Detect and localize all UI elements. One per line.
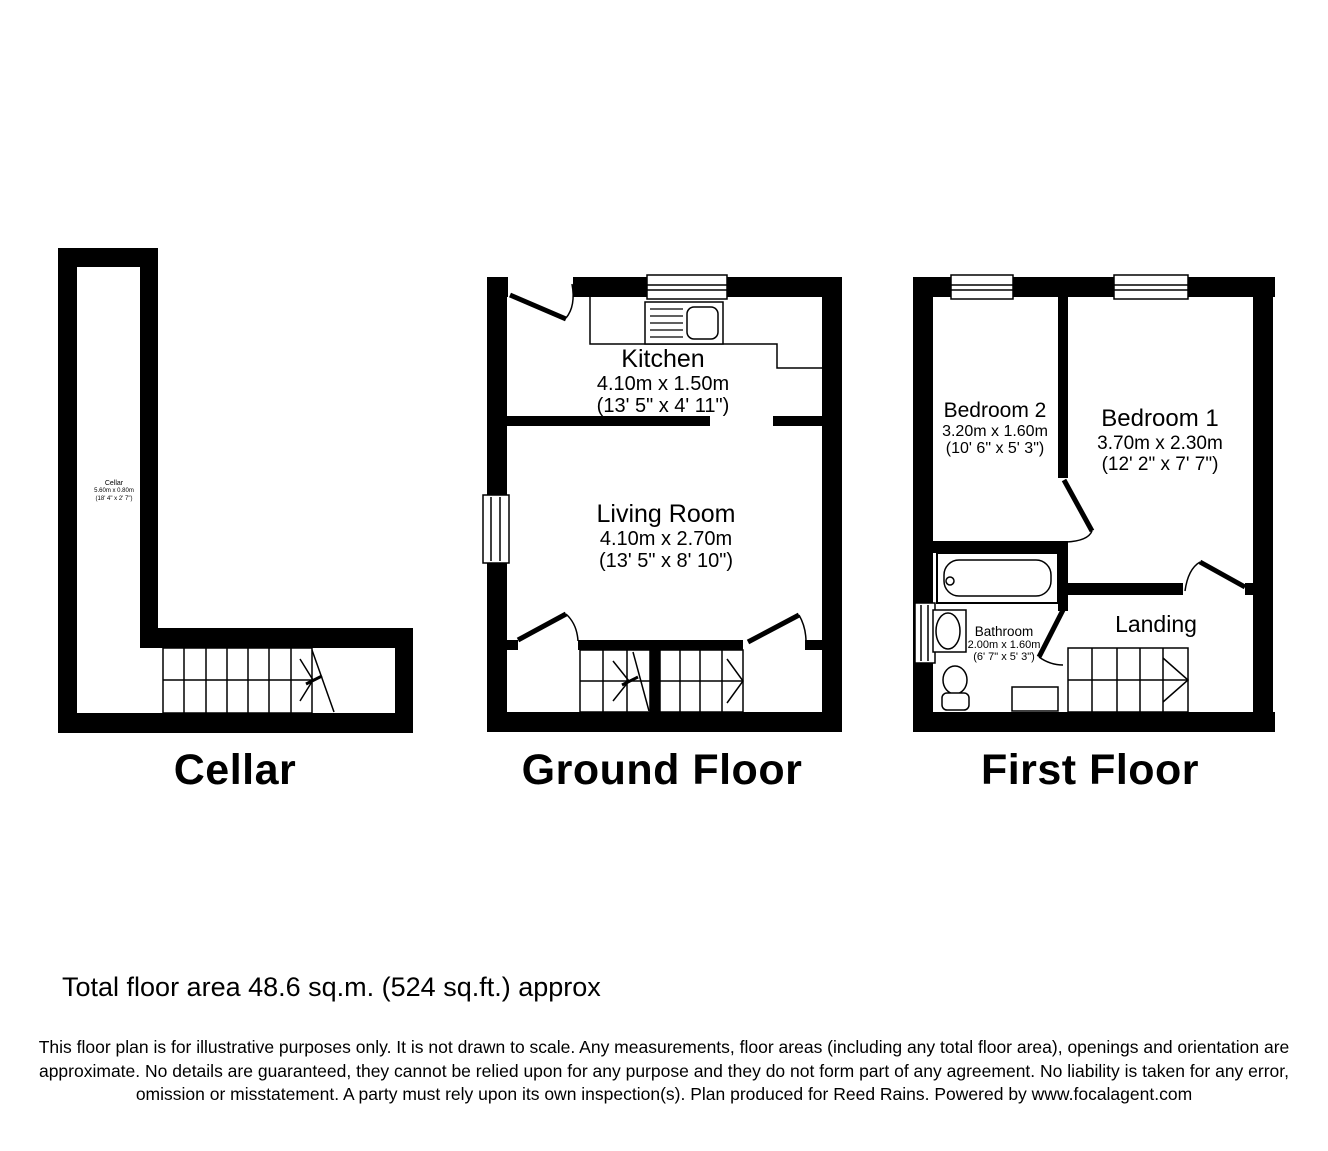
- ground-stairs-icon: [580, 650, 743, 712]
- kitchen-label: [558, 345, 768, 418]
- room-imperial: (13' 5" x 4' 11"): [596, 395, 730, 418]
- landing-label: [1076, 612, 1236, 638]
- landing-door-icon: [1185, 562, 1245, 591]
- room-metric: 2.00m x 1.60m: [967, 639, 1041, 652]
- room-imperial: (12' 2" x 7' 7"): [1101, 454, 1219, 476]
- room-name: Bedroom 1: [1101, 405, 1219, 432]
- room-metric: 3.20m x 1.60m: [942, 422, 1048, 440]
- room-imperial: (6' 7" x 5' 3"): [973, 651, 1035, 664]
- living-window-icon: [483, 495, 509, 563]
- room-name: Kitchen: [621, 345, 705, 373]
- cellar-title: Cellar: [173, 746, 297, 794]
- room-metric: 3.70m x 2.30m: [1097, 432, 1223, 454]
- room-name: Living Room: [596, 500, 736, 528]
- living-door-left-icon: [518, 614, 578, 641]
- understairs-step: [1012, 687, 1058, 711]
- bathroom-window-icon: [915, 603, 935, 663]
- cellar-room-label: [64, 480, 164, 503]
- room-name: Landing: [1115, 611, 1197, 637]
- room-imperial: (18' 4" x 2' 7"): [95, 495, 133, 502]
- bedroom1-label: [1060, 406, 1260, 475]
- room-metric: 4.10m x 2.70m: [599, 528, 733, 550]
- first-floor-title: First Floor: [980, 746, 1200, 794]
- kitchen-window-icon: [647, 275, 727, 299]
- bedroom1-window-icon: [1114, 275, 1188, 299]
- bedroom1-door-icon: [1064, 480, 1092, 542]
- ground-floor-title: Ground Floor: [521, 746, 803, 794]
- room-imperial: (10' 6" x 5' 3"): [945, 440, 1045, 458]
- room-imperial: (13' 5" x 8' 10"): [598, 550, 734, 573]
- living-room-label: [558, 500, 774, 573]
- room-metric: 5.60m x 0.80m: [94, 488, 134, 495]
- bedroom2-label: [915, 399, 1075, 458]
- bathroom-label: [954, 624, 1054, 664]
- room-name: Cellar: [104, 480, 124, 487]
- toilet-icon: [942, 666, 969, 710]
- living-door-right-icon: [748, 615, 806, 642]
- disclaimer-text: This floor plan is for illustrative purposes only. It is not drawn to scale. Any measurements, floor areas (including any total floor area), openings and orientation are approximate. No details are guaranteed, they cannot be relied upon for any purpose and they do not form part of any agreement. No liability is taken for any error, omission or misstatement. A party must rely upon its own inspection(s). Plan produced for Reed Rains. Powered by www.focalagent.com: [38, 1037, 1290, 1104]
- room-metric: 4.10m x 1.50m: [596, 373, 730, 395]
- bedroom2-window-icon: [951, 275, 1013, 299]
- bathtub-icon: [937, 553, 1058, 603]
- total-floor-area: Total floor area 48.6 sq.m. (524 sq.ft.) approx: [62, 972, 601, 1002]
- room-name: Bathroom: [974, 624, 1034, 639]
- landing-stairs-icon: [1068, 648, 1188, 712]
- kitchen-door-icon: [508, 276, 573, 319]
- room-name: Bedroom 2: [943, 399, 1047, 422]
- cellar-stairs-icon: [163, 648, 334, 713]
